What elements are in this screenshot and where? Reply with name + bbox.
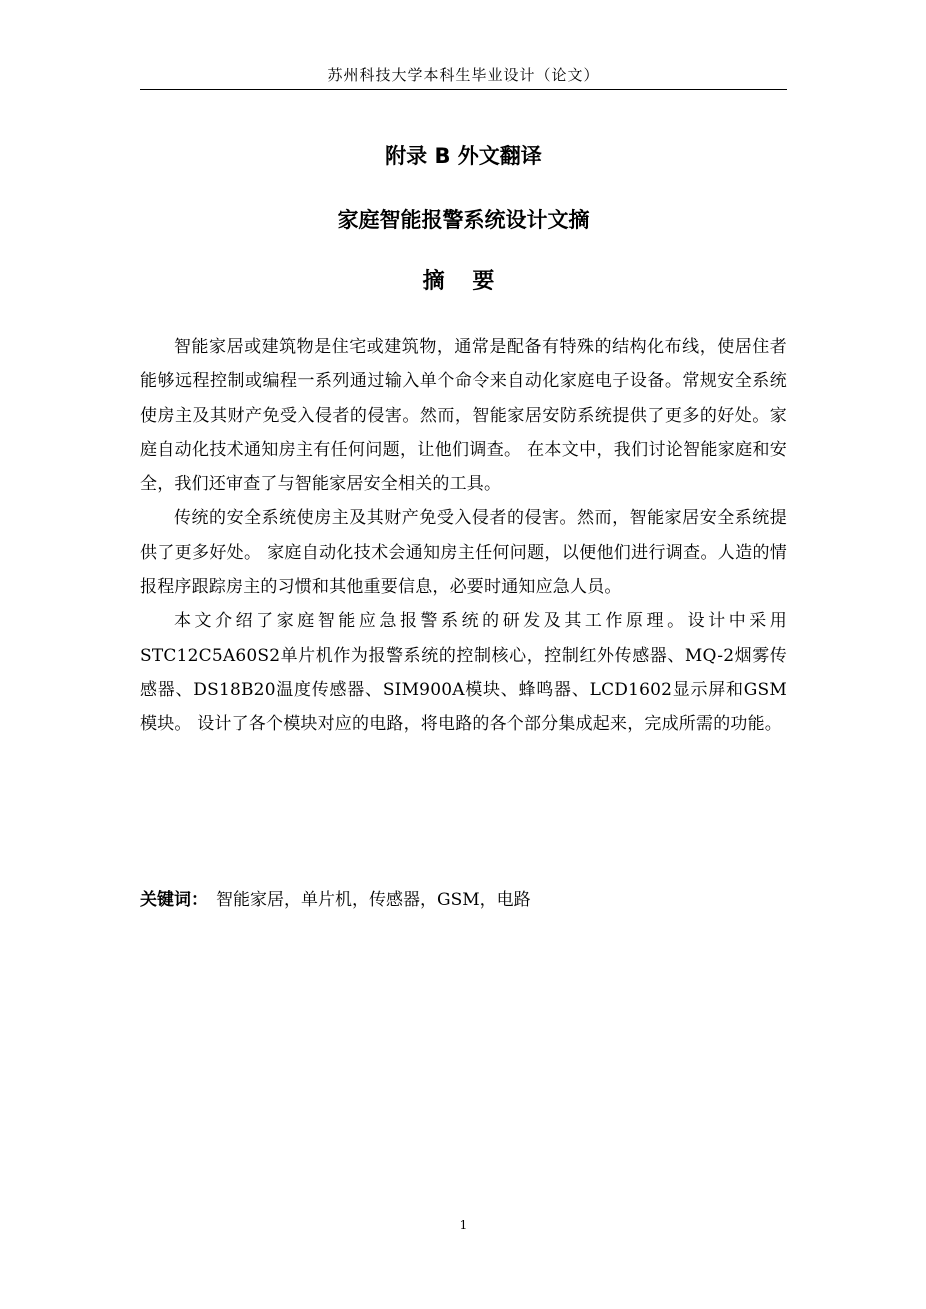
page-header: 苏州科技大学本科生毕业设计（论文） — [327, 66, 600, 84]
abstract-paragraph-1: 智能家居或建筑物是住宅或建筑物，通常是配备有特殊的结构化布线，使居住者能够远程控制或编程一系列通过输入单个命令来自动化家庭电子设备。常规安全系统使房主及其财产免受入侵者的侵害。然而，智能家居安防系统提供了更多的好处。家庭自动化技术通知房主有任何问题，让他们调查。 在本文中，我们讨论智能家庭和安全，我们还审查了与智能家居安全相关的工具。 — [140, 337, 787, 495]
document-title: 家庭智能报警系统设计文摘 — [337, 208, 590, 232]
abstract-paragraph-3: 本文介绍了家庭智能应急报警系统的研发及其工作原理。设计中采用STC12C5A60S2单片机作为报警系统的控制核心，控制红外传感器、MQ-2烟雾传感器、DS18B20温度传感器、SIM900A模块、蜂鸣器、LCD1602显示屏和GSM模块。 设计了各个模块对应的电路，将电路的各个部分集成起来，完成所需的功能。 — [140, 611, 787, 735]
page-number: 1 — [459, 1218, 468, 1232]
header-rule — [140, 89, 787, 90]
keywords-label: 关键词： — [140, 890, 208, 910]
keywords-value: 智能家居，单片机，传感器，GSM，电路 — [216, 890, 531, 910]
abstract-heading: 摘 要 — [422, 269, 505, 294]
appendix-heading: 附录 B 外文翻译 — [385, 144, 542, 168]
keywords-line — [140, 884, 787, 916]
abstract-paragraph-2: 传统的安全系统使房主及其财产免受入侵者的侵害。然而，智能家居安全系统提供了更多好处。 家庭自动化技术会通知房主任何问题，以便他们进行调查。人造的情报程序跟踪房主的习惯和其他重要信息，必要时通知应急人员。 — [140, 508, 787, 598]
abstract-body — [140, 330, 787, 742]
